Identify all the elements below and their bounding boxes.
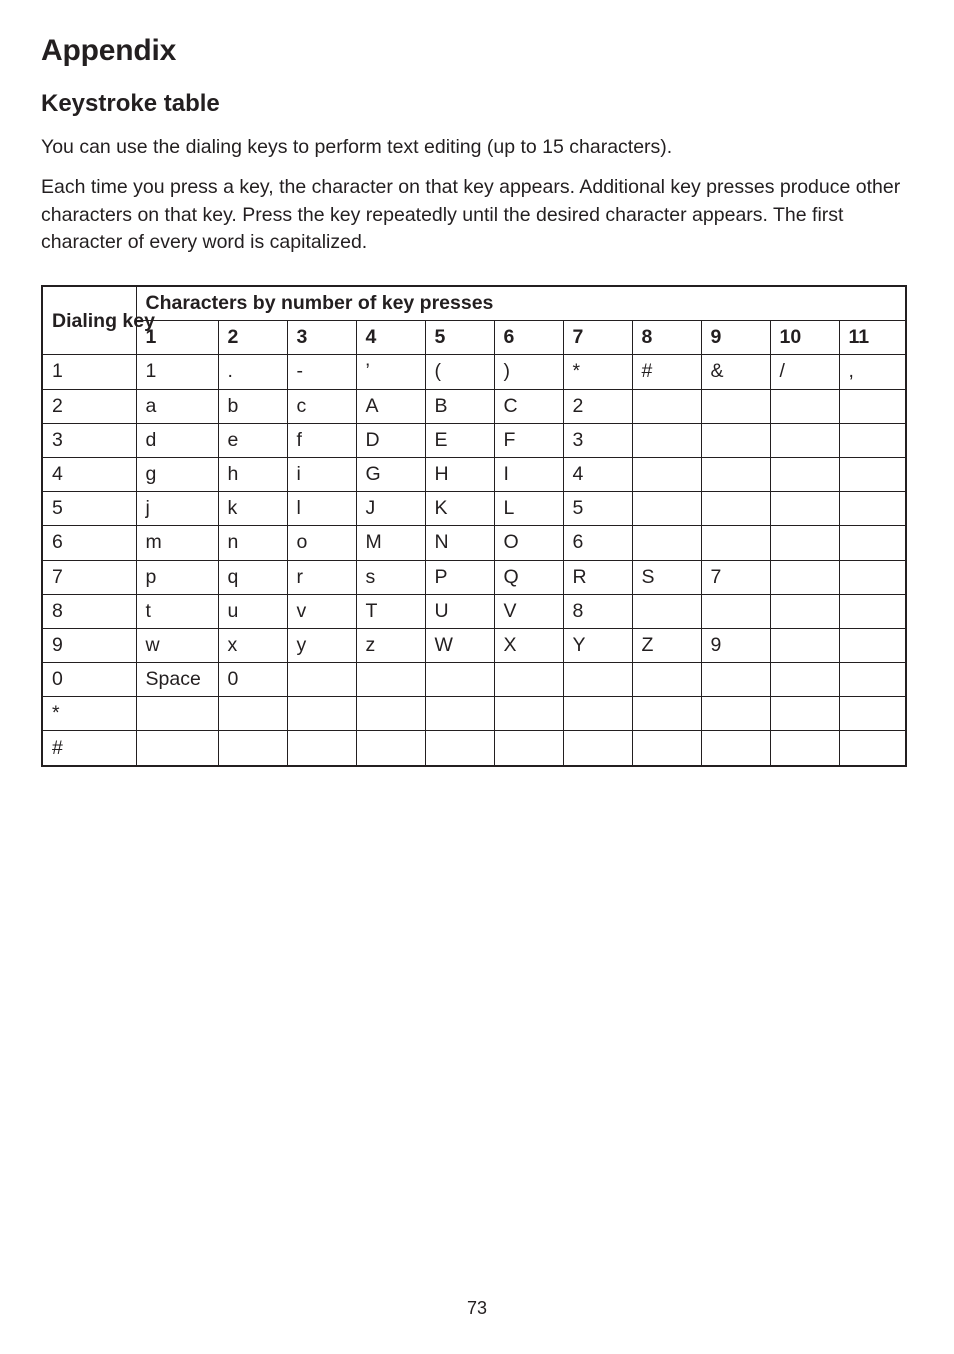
character-cell [494,697,563,731]
intro-paragraph: You can use the dialing keys to perform text editing (up to 15 characters). [41,136,673,158]
table-row [42,355,906,389]
character-cell [632,731,701,766]
character-cell [839,594,906,628]
character-cell [770,389,839,423]
press-count-header-row [42,321,906,355]
character-cell: U [425,594,494,628]
character-cell [632,457,701,491]
character-cell [356,731,425,766]
press-count-header: 4 [356,321,425,355]
character-cell [701,423,770,457]
character-cell: j [136,492,218,526]
character-cell: R [563,560,632,594]
character-cell: - [287,355,356,389]
character-cell [494,731,563,766]
character-cell [632,423,701,457]
press-count-header: 6 [494,321,563,355]
table-row [42,697,906,731]
character-cell: , [839,355,906,389]
character-cell: o [287,526,356,560]
character-cell: J [356,492,425,526]
character-cell [839,423,906,457]
character-cell [770,526,839,560]
character-cell: v [287,594,356,628]
character-cell: # [632,355,701,389]
character-cell: A [356,389,425,423]
press-count-header: 2 [218,321,287,355]
press-count-header: 5 [425,321,494,355]
character-cell: Y [563,628,632,662]
character-cell [287,663,356,697]
character-cell [287,697,356,731]
character-cell: C [494,389,563,423]
character-cell: g [136,457,218,491]
table-row [42,389,906,423]
table-body [42,355,906,766]
character-cell: 8 [563,594,632,628]
character-cell: t [136,594,218,628]
dialing-key-cell: 1 [42,355,136,389]
character-cell: y [287,628,356,662]
character-cell: 3 [563,423,632,457]
character-cell [770,457,839,491]
character-cell: s [356,560,425,594]
character-cell: I [494,457,563,491]
character-cell: D [356,423,425,457]
character-cell: l [287,492,356,526]
character-cell: 1 [136,355,218,389]
character-cell: Q [494,560,563,594]
character-cell: c [287,389,356,423]
table-header-row [42,286,906,321]
character-cell [701,594,770,628]
character-cell: ’ [356,355,425,389]
character-cell: z [356,628,425,662]
character-cell [287,731,356,766]
character-cell [632,492,701,526]
table-row [42,560,906,594]
character-cell: W [425,628,494,662]
character-cell [632,594,701,628]
character-cell: d [136,423,218,457]
character-cell [701,697,770,731]
press-count-header: 1 [136,321,218,355]
character-cell: G [356,457,425,491]
character-cell [701,731,770,766]
dialing-key-cell: 9 [42,628,136,662]
character-cell: F [494,423,563,457]
character-cell: 0 [218,663,287,697]
character-cell: K [425,492,494,526]
character-cell: r [287,560,356,594]
character-cell: ) [494,355,563,389]
character-cell: S [632,560,701,594]
dialing-key-cell: * [42,697,136,731]
press-count-header: 3 [287,321,356,355]
character-cell [701,492,770,526]
character-cell [770,731,839,766]
dialing-key-cell: 4 [42,457,136,491]
press-count-header: 11 [839,321,906,355]
character-cell: * [563,355,632,389]
table-row [42,526,906,560]
character-cell [136,697,218,731]
page-number: 73 [466,1298,488,1318]
page-title: Appendix [41,34,177,67]
table-row [42,492,906,526]
dialing-key-cell: 3 [42,423,136,457]
instructions-paragraph: Each time you press a key, the character on that key appears. Additional key presses produce other characters on that key. Press the key repeatedly until the desired character appears. The first character of every word is capitalized. [41,176,901,253]
character-cell: M [356,526,425,560]
character-cell [425,731,494,766]
character-cell: V [494,594,563,628]
character-cell: O [494,526,563,560]
character-cell: L [494,492,563,526]
character-cell: 6 [563,526,632,560]
character-cell: w [136,628,218,662]
dialing-key-cell: 0 [42,663,136,697]
character-cell: ( [425,355,494,389]
dialing-key-header: Dialing key [42,286,136,355]
character-cell: & [701,355,770,389]
character-cell [632,389,701,423]
character-cell [839,663,906,697]
character-cell [770,594,839,628]
character-cell: Space [136,663,218,697]
character-cell [839,389,906,423]
table-row [42,628,906,662]
dialing-key-cell: 8 [42,594,136,628]
character-cell [770,697,839,731]
character-cell: T [356,594,425,628]
character-cell [770,663,839,697]
character-cell [839,628,906,662]
character-cell: f [287,423,356,457]
character-cell [839,560,906,594]
character-cell [218,697,287,731]
character-cell: 7 [701,560,770,594]
character-cell: q [218,560,287,594]
table-row [42,594,906,628]
character-cell: E [425,423,494,457]
character-cell: P [425,560,494,594]
character-cell: 9 [701,628,770,662]
character-cell [839,457,906,491]
section-title: Keystroke table [41,90,220,117]
character-cell: / [770,355,839,389]
keystroke-table [41,285,907,767]
character-cell: b [218,389,287,423]
character-cell [632,697,701,731]
character-cell: . [218,355,287,389]
character-cell: 2 [563,389,632,423]
character-cell: X [494,628,563,662]
character-cell: a [136,389,218,423]
character-cell: m [136,526,218,560]
character-cell: 4 [563,457,632,491]
character-cell [425,663,494,697]
character-cell: 5 [563,492,632,526]
character-cell [632,663,701,697]
character-cell [701,457,770,491]
character-cell [839,526,906,560]
character-cell [356,697,425,731]
dialing-key-cell: 6 [42,526,136,560]
table-row [42,457,906,491]
character-cell [701,389,770,423]
character-cell: Z [632,628,701,662]
character-cell: e [218,423,287,457]
dialing-key-cell: 2 [42,389,136,423]
character-cell: B [425,389,494,423]
character-cell [425,697,494,731]
table-row [42,423,906,457]
key-presses-header: Characters by number of key presses [136,286,906,321]
dialing-key-cell: 5 [42,492,136,526]
character-cell [218,731,287,766]
character-cell [770,628,839,662]
press-count-header: 7 [563,321,632,355]
character-cell [632,526,701,560]
press-count-header: 8 [632,321,701,355]
character-cell: h [218,457,287,491]
character-cell [356,663,425,697]
character-cell: x [218,628,287,662]
character-cell [701,663,770,697]
character-cell [563,697,632,731]
character-cell [770,560,839,594]
character-cell [770,492,839,526]
character-cell [563,731,632,766]
character-cell [136,731,218,766]
character-cell: i [287,457,356,491]
character-cell [494,663,563,697]
character-cell [770,423,839,457]
dialing-key-cell: 7 [42,560,136,594]
dialing-key-cell: # [42,731,136,766]
table-row [42,731,906,766]
character-cell: N [425,526,494,560]
character-cell [839,697,906,731]
press-count-header: 10 [770,321,839,355]
character-cell [839,492,906,526]
character-cell [563,663,632,697]
table-row [42,663,906,697]
character-cell: k [218,492,287,526]
press-count-header: 9 [701,321,770,355]
character-cell: u [218,594,287,628]
character-cell: p [136,560,218,594]
character-cell: n [218,526,287,560]
character-cell [839,731,906,766]
character-cell: H [425,457,494,491]
character-cell [701,526,770,560]
